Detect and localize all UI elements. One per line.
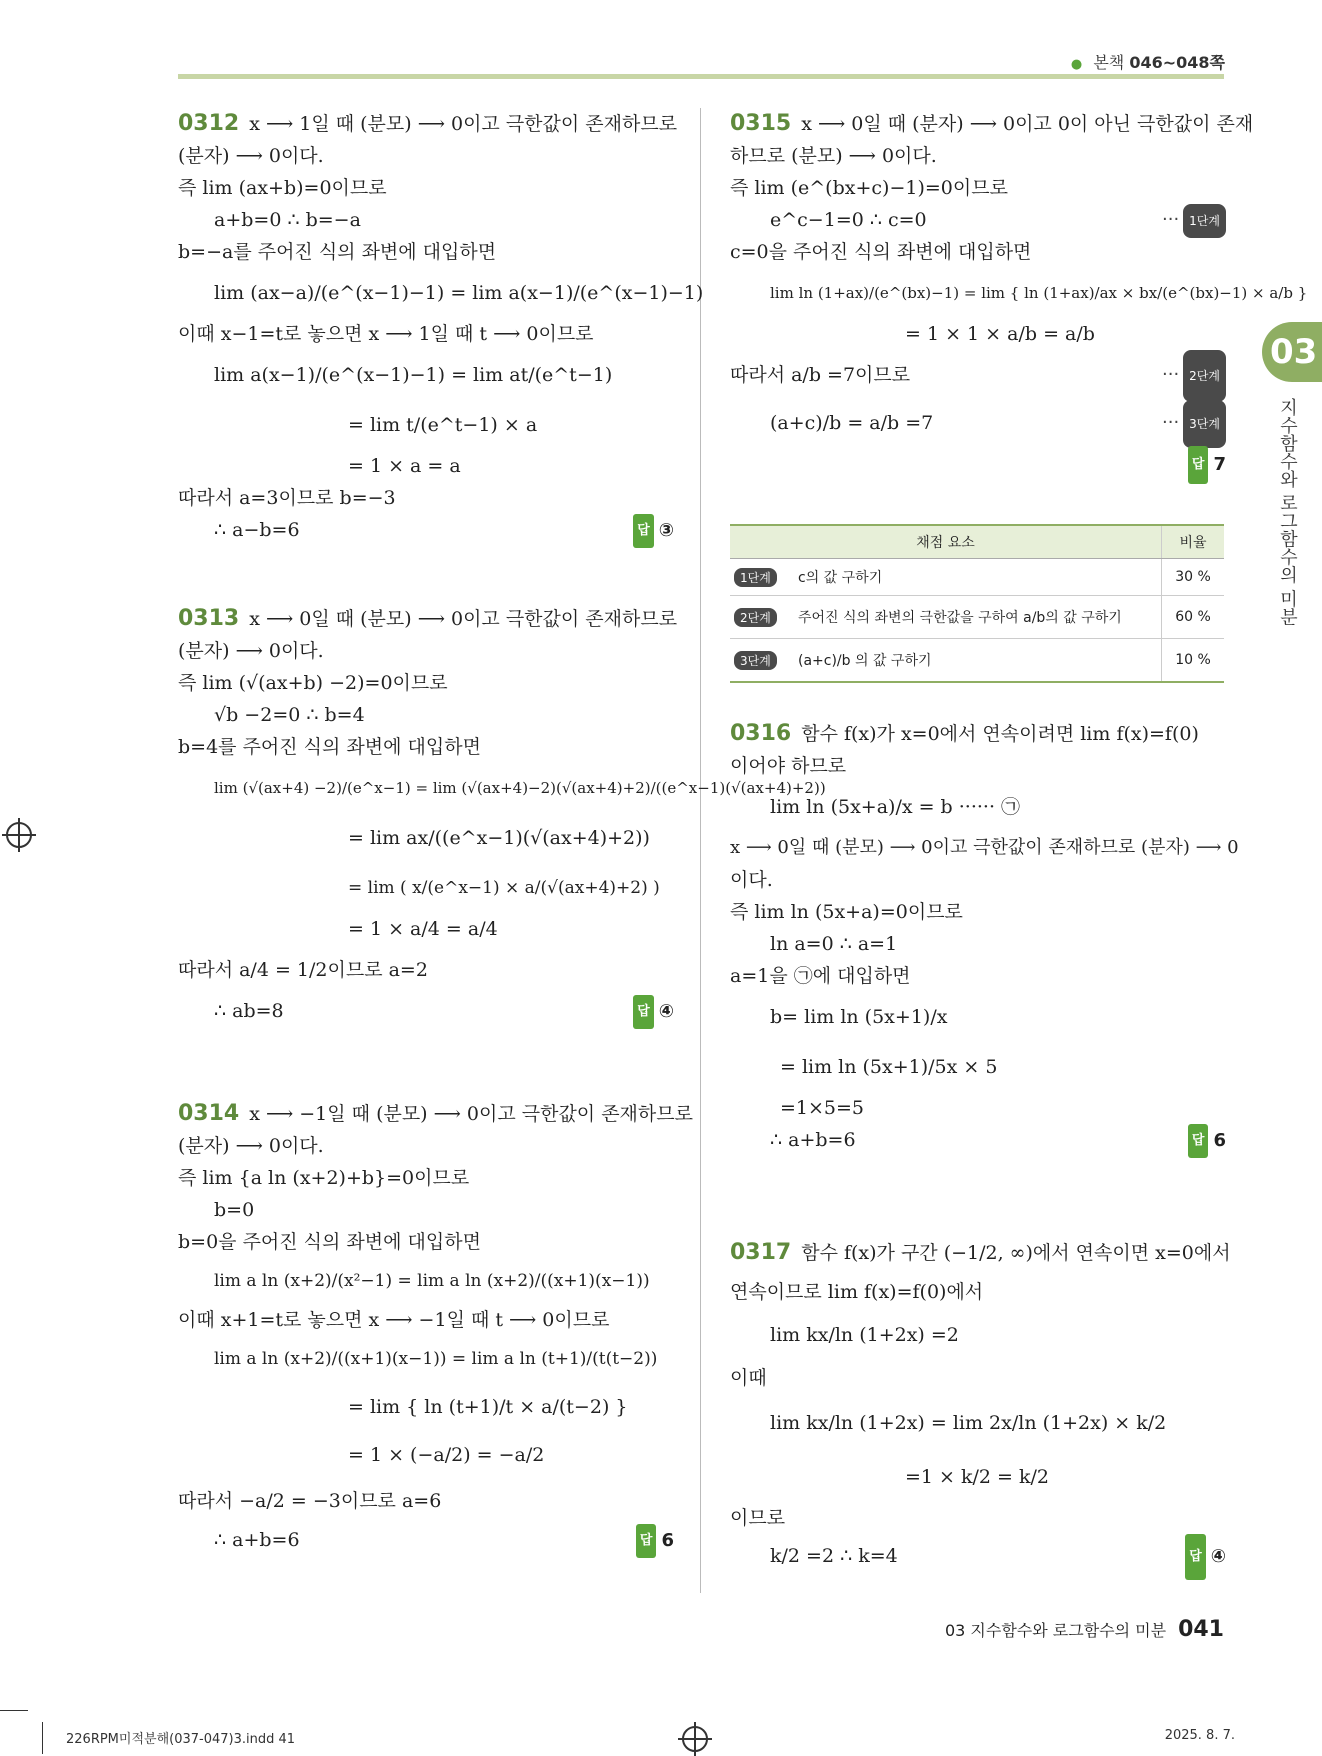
equation: lim a ln (x+2)/((x+1)(x−1)) = lim a ln (t+1)/(t(t−2)) — [214, 1349, 658, 1369]
equation: =1 × k/2 = k/2 — [905, 1466, 1050, 1488]
text-line: 이때 x−1=t로 놓으면 x ⟶ 1일 때 t ⟶ 0이므로 — [178, 323, 594, 345]
equation: =1×5=5 — [780, 1097, 865, 1119]
registration-mark-icon — [6, 822, 32, 848]
equation: lim a ln (x+2)/(x²−1) = lim a ln (x+2)/((x+1)(x−1)) — [214, 1271, 650, 1291]
chapter-tab-title: 지수함수와 로그함수의 미분 — [1277, 398, 1298, 626]
text-line: b=0 — [214, 1199, 255, 1221]
answer: 답 ③ — [633, 514, 674, 548]
page-reference — [1071, 50, 1225, 73]
equation: lim kx/ln (1+2x) =2 — [770, 1324, 959, 1346]
answer: 답 ④ — [633, 995, 674, 1029]
step-badge: 1단계 — [1183, 204, 1226, 238]
problem-number: 0312 — [178, 111, 240, 136]
problem-number: 0313 — [178, 606, 240, 631]
table-header: 채점 요소 — [730, 525, 1162, 559]
text-line: 즉 lim (ax+b)=0이므로 — [178, 177, 387, 199]
text-line: 따라서 a=3이므로 b=−3 — [178, 487, 396, 509]
equation: lim kx/ln (1+2x) = lim 2x/ln (1+2x) × k/2 — [770, 1412, 1167, 1434]
text-line: 이다. — [730, 869, 773, 891]
header-rule — [178, 74, 1224, 79]
text-line: 따라서 a/4 = 1/2이므로 a=2 — [178, 959, 428, 981]
table-row: 1단계 c의 값 구하기 30 % — [730, 559, 1224, 596]
text-line: b=4를 주어진 식의 좌변에 대입하면 — [178, 736, 481, 758]
equation: b= lim ln (5x+1)/x — [770, 1006, 948, 1028]
text-line: 이때 x+1=t로 놓으면 x ⟶ −1일 때 t ⟶ 0이므로 — [178, 1309, 610, 1331]
equation: = 1 × a = a — [348, 455, 461, 477]
equation: lim (√(ax+4) −2)/(e^x−1) = lim (√(ax+4)−2)(√(ax+4)+2)/((e^x−1)(√(ax+4)+2)) — [214, 779, 826, 797]
problem-number: 0315 — [730, 111, 792, 136]
crop-mark — [0, 1710, 28, 1711]
text-line: 따라서 a/b =7이므로 ··· 2단계 — [730, 350, 1226, 400]
text-line: (분자) ⟶ 0이다. — [178, 145, 324, 167]
text-line: x ⟶ 0일 때 (분모) ⟶ 0이고 극한값이 존재하므로 — [249, 608, 678, 630]
equation: lim a(x−1)/(e^(x−1)−1) = lim at/(e^t−1) — [214, 364, 613, 386]
text-line: c=0을 주어진 식의 좌변에 대입하면 — [730, 241, 1032, 263]
chapter-tab[interactable]: 03 — [1262, 322, 1322, 382]
registration-mark-icon — [682, 1726, 708, 1752]
grading-table — [730, 524, 1224, 683]
equation: lim (ax−a)/(e^(x−1)−1) = lim a(x−1)/(e^(x−1)−1) — [214, 282, 704, 304]
file-slug: 226RPM미적분해(037-047)3.indd 41 — [66, 1732, 296, 1747]
right-column-lower — [730, 718, 1239, 1578]
page-number: 041 — [1178, 1617, 1224, 1642]
text-line: ln a=0 ∴ a=1 — [770, 933, 898, 955]
problem-0314 — [178, 1098, 693, 1556]
equation: = lim { ln (t+1)/t × a/(t−2) } — [348, 1396, 628, 1418]
text-line: x ⟶ 0일 때 (분자) ⟶ 0이고 0이 아닌 극한값이 존재 — [801, 113, 1254, 135]
text-line: 따라서 −a/2 = −3이므로 a=6 — [178, 1490, 442, 1512]
text-line: (분자) ⟶ 0이다. — [178, 640, 324, 662]
column-divider — [700, 108, 701, 1593]
answer: 답 7 — [1188, 446, 1226, 484]
equation: (a+c)/b = a/b =7 ··· 3단계 — [730, 400, 1226, 446]
equation: = lim t/(e^t−1) × a — [348, 414, 538, 436]
header-label: 본책 — [1093, 53, 1125, 72]
table-header: 비율 — [1162, 525, 1225, 559]
text-line: a+b=0 ∴ b=−a — [214, 209, 361, 231]
text-line: 이어야 하므로 — [730, 755, 847, 777]
text-line: x ⟶ 1일 때 (분모) ⟶ 0이고 극한값이 존재하므로 — [249, 113, 678, 135]
answer: 답 6 — [1188, 1124, 1226, 1158]
step-badge: 2단계 — [1183, 350, 1226, 402]
text-line: (분자) ⟶ 0이다. — [178, 1135, 324, 1157]
problem-0316 — [730, 718, 1239, 1230]
answer: 답 6 — [636, 1524, 674, 1558]
text-line: 즉 lim ln (5x+a)=0이므로 — [730, 901, 963, 923]
text-line: 연속이므로 lim f(x)=f(0)에서 — [730, 1281, 984, 1303]
text-line: 즉 lim (√(ax+b) −2)=0이므로 — [178, 672, 448, 694]
problem-0317 — [730, 1230, 1231, 1578]
text-line: 즉 lim (e^(bx+c)−1)=0이므로 — [730, 177, 1008, 199]
text-line: ∴ ab=8 답 ④ — [178, 995, 674, 1027]
equation: = lim ( x/(e^x−1) × a/(√(ax+4)+2) ) — [348, 878, 660, 898]
problem-0312 — [178, 108, 704, 603]
text-line: b=−a를 주어진 식의 좌변에 대입하면 — [178, 241, 497, 263]
text-line: 즉 lim {a ln (x+2)+b}=0이므로 — [178, 1167, 470, 1189]
text-line: 이므로 — [730, 1507, 786, 1529]
table-row: 3단계 (a+c)/b 의 값 구하기 10 % — [730, 639, 1224, 683]
equation: = 1 × 1 × a/b = a/b — [905, 323, 1095, 345]
answer: 답 ④ — [1185, 1534, 1226, 1580]
equation: = lim ax/((e^x−1)(√(ax+4)+2)) — [348, 827, 650, 849]
text-line: e^c−1=0 ∴ c=0 ··· 1단계 — [730, 204, 1226, 236]
text-line: x ⟶ 0일 때 (분모) ⟶ 0이고 극한값이 존재하므로 (분자) ⟶ 0 — [730, 837, 1239, 858]
problem-number: 0316 — [730, 721, 792, 746]
text-line: b=0을 주어진 식의 좌변에 대입하면 — [178, 1231, 481, 1253]
equation: lim ln (1+ax)/(e^(bx)−1) = lim { ln (1+ax)/ax × bx/(e^(bx)−1) × a/b } — [770, 284, 1308, 302]
text-line: a=1을 ㉠에 대입하면 — [730, 965, 911, 987]
text-line: k/2 =2 ∴ k=4 답 ④ — [730, 1534, 1226, 1578]
table-row: 2단계 주어진 식의 좌변의 극한값을 구하여 a/b의 값 구하기 60 % — [730, 596, 1224, 639]
equation: = 1 × a/4 = a/4 — [348, 918, 498, 940]
problem-number: 0317 — [730, 1240, 792, 1265]
text-line: 하므로 (분모) ⟶ 0이다. — [730, 145, 937, 167]
print-date: 2025. 8. 7. — [1164, 1728, 1235, 1743]
problem-number: 0314 — [178, 1101, 240, 1126]
crop-mark — [42, 1722, 43, 1754]
bullet-icon: ● — [1070, 57, 1083, 72]
text-line: ∴ a+b=6 답 6 — [178, 1524, 674, 1556]
step-badge: 3단계 — [1183, 400, 1226, 448]
text-line: 함수 f(x)가 x=0에서 연속이려면 lim f(x)=f(0) — [801, 723, 1199, 745]
footer-chapter: 03 지수함수와 로그함수의 미분 041 — [944, 1617, 1224, 1642]
equation: lim ln (5x+a)/x = b ······ ㉠ — [770, 796, 1021, 818]
text-line: √b −2=0 ∴ b=4 — [214, 704, 365, 726]
text-line: 이때 — [730, 1367, 767, 1389]
text-line: ∴ a+b=6 답 6 — [730, 1124, 1226, 1156]
text-line: ∴ a−b=6 답 ③ — [178, 514, 674, 546]
text-line: x ⟶ −1일 때 (분모) ⟶ 0이고 극한값이 존재하므로 — [249, 1103, 693, 1125]
header-pages: 046~048쪽 — [1129, 53, 1225, 72]
equation: = lim ln (5x+1)/5x × 5 — [780, 1056, 998, 1078]
equation: = 1 × (−a/2) = −a/2 — [348, 1444, 545, 1466]
text-line: 함수 f(x)가 구간 (−1/2, ∞)에서 연속이면 x=0에서 — [801, 1242, 1231, 1264]
